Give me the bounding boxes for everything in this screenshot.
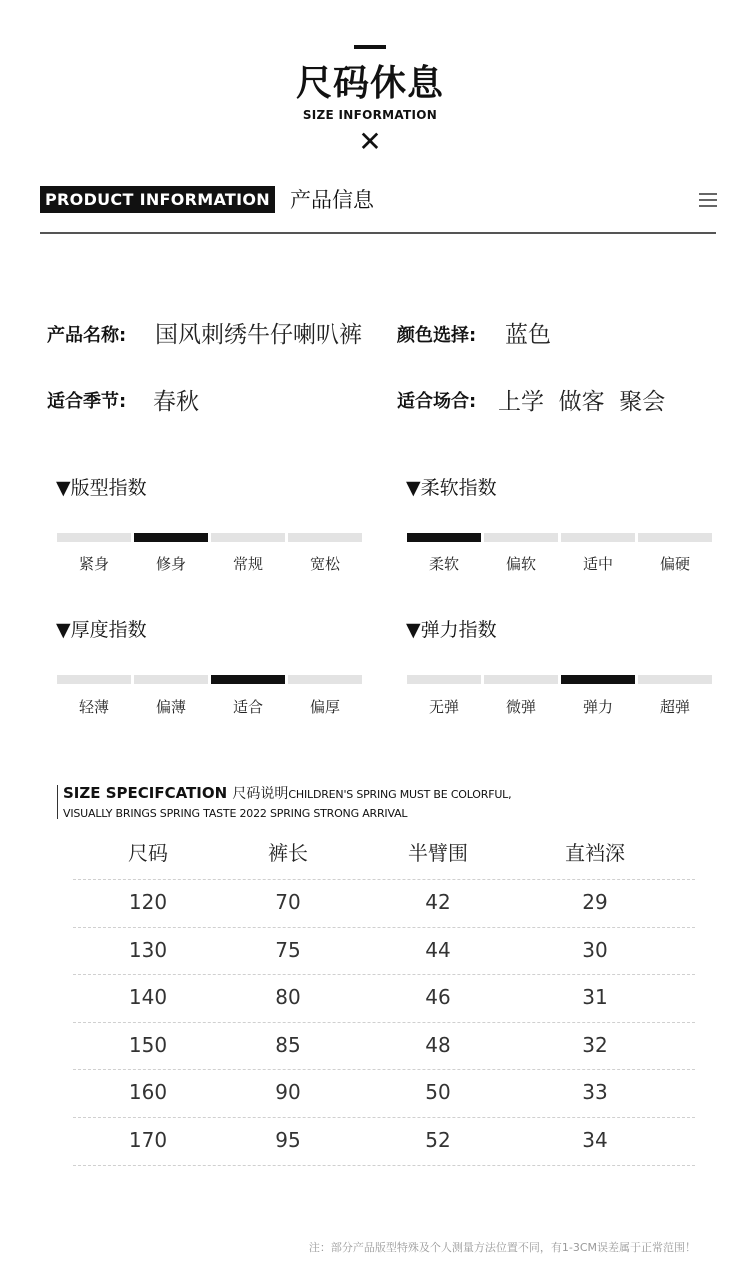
index-segment: [561, 533, 635, 542]
index-option-label: 微弹: [505, 698, 536, 716]
index-option-label: 宽松: [309, 555, 340, 573]
table-row-divider: [73, 1022, 695, 1023]
index-option-label: 修身: [155, 555, 186, 573]
table-cell: 42: [425, 890, 451, 914]
table-cell: 170: [128, 1128, 168, 1152]
table-cell: 70: [275, 890, 301, 914]
table-cell: 48: [425, 1033, 451, 1057]
season-label: 适合季节:: [47, 391, 127, 412]
index-option-label: 超弹: [659, 698, 690, 716]
index-segment: [638, 675, 712, 684]
product-name-value: 国风刺绣牛仔喇叭裤: [155, 322, 362, 348]
table-cell: 85: [275, 1033, 301, 1057]
index-segment: [638, 533, 712, 542]
table-row-divider: [73, 1117, 695, 1118]
index-segment: [288, 675, 362, 684]
index-segment: [57, 533, 131, 542]
table-cell: 75: [275, 938, 301, 962]
table-cell: 160: [128, 1080, 168, 1104]
index-option-label: 轻薄: [78, 698, 109, 716]
table-row-divider: [73, 879, 695, 880]
index-option-label: 柔软: [428, 555, 459, 573]
size-spec-tagline-2: VISUALLY BRINGS SPRING TASTE 2022 SPRING STRONG ARRIVAL: [63, 807, 408, 820]
table-cell: 130: [128, 938, 168, 962]
table-row-divider: [73, 974, 695, 975]
table-row-divider: [73, 1069, 695, 1070]
table-cell: 44: [425, 938, 451, 962]
index-option-label: 适合: [232, 698, 263, 716]
table-header-cell: 尺码: [128, 841, 168, 865]
table-header-cell: 直裆深: [565, 841, 625, 865]
index-segment-selected: [407, 533, 481, 542]
index-segment: [134, 675, 208, 684]
index-segment: [288, 533, 362, 542]
size-spec-title: SIZE SPECIFCATION: [63, 784, 228, 802]
index-option-label: 紧身: [78, 555, 109, 573]
index-title: ▼厚度指数: [56, 619, 147, 641]
cross-icon: ✕: [358, 125, 382, 158]
table-cell: 46: [425, 985, 451, 1009]
table-cell: 29: [582, 890, 608, 914]
index-segment: [484, 675, 558, 684]
table-cell: 150: [128, 1033, 168, 1057]
product-info-cn-label: 产品信息: [290, 188, 374, 212]
index-option-label: 无弹: [428, 698, 459, 716]
table-header-cell: 裤长: [268, 841, 308, 865]
index-option-label: 适中: [582, 555, 613, 573]
occasion-value: 上学 做客 聚会: [498, 389, 666, 415]
index-segment-selected: [134, 533, 208, 542]
index-segment-selected: [561, 675, 635, 684]
table-header-cell: 半臂围: [408, 841, 468, 865]
table-cell: 95: [275, 1128, 301, 1152]
index-option-label: 偏硬: [659, 555, 690, 573]
table-cell: 50: [425, 1080, 451, 1104]
size-spec-accent-bar: [57, 785, 58, 819]
section-divider: [40, 232, 716, 234]
page-subtitle: SIZE INFORMATION: [302, 108, 438, 122]
size-spec-title-cn: 尺码说明: [232, 786, 289, 802]
color-label: 颜色选择:: [397, 325, 477, 346]
index-title: ▼柔软指数: [406, 477, 497, 499]
product-name-label: 产品名称:: [47, 325, 127, 346]
table-cell: 120: [128, 890, 168, 914]
top-bar-decoration: [354, 45, 386, 49]
occasion-label: 适合场合:: [397, 391, 477, 412]
table-cell: 30: [582, 938, 608, 962]
size-spec-tagline-1: CHILDREN'S SPRING MUST BE COLORFUL,: [288, 788, 512, 801]
product-info-badge: PRODUCT INFORMATION: [40, 186, 275, 213]
table-cell: 52: [425, 1128, 451, 1152]
table-row-divider: [73, 927, 695, 928]
table-cell: 31: [582, 985, 608, 1009]
menu-icon: [699, 193, 717, 207]
page-title: 尺码休息: [295, 63, 444, 104]
index-title: ▼弹力指数: [406, 619, 497, 641]
table-cell: 34: [582, 1128, 608, 1152]
season-value: 春秋: [153, 389, 199, 415]
index-segment: [57, 675, 131, 684]
measurement-note: 注：部分产品版型特殊及个人测量方法位置不同，有1-3CM误差属于正常范围！: [308, 1241, 696, 1254]
table-cell: 80: [275, 985, 301, 1009]
index-option-label: 偏薄: [155, 698, 186, 716]
table-cell: 140: [128, 985, 168, 1009]
table-cell: 32: [582, 1033, 608, 1057]
index-option-label: 弹力: [582, 698, 613, 716]
table-cell: 90: [275, 1080, 301, 1104]
size-spec-heading: [63, 783, 511, 805]
color-value: 蓝色: [505, 322, 551, 348]
index-option-label: 偏软: [505, 555, 536, 573]
index-segment-selected: [211, 675, 285, 684]
index-option-label: 常规: [232, 555, 263, 573]
table-cell: 33: [582, 1080, 608, 1104]
table-row-divider: [73, 1165, 695, 1166]
index-segment: [484, 533, 558, 542]
index-title: ▼版型指数: [56, 477, 147, 499]
index-segment: [211, 533, 285, 542]
index-segment: [407, 675, 481, 684]
index-option-label: 偏厚: [309, 698, 340, 716]
